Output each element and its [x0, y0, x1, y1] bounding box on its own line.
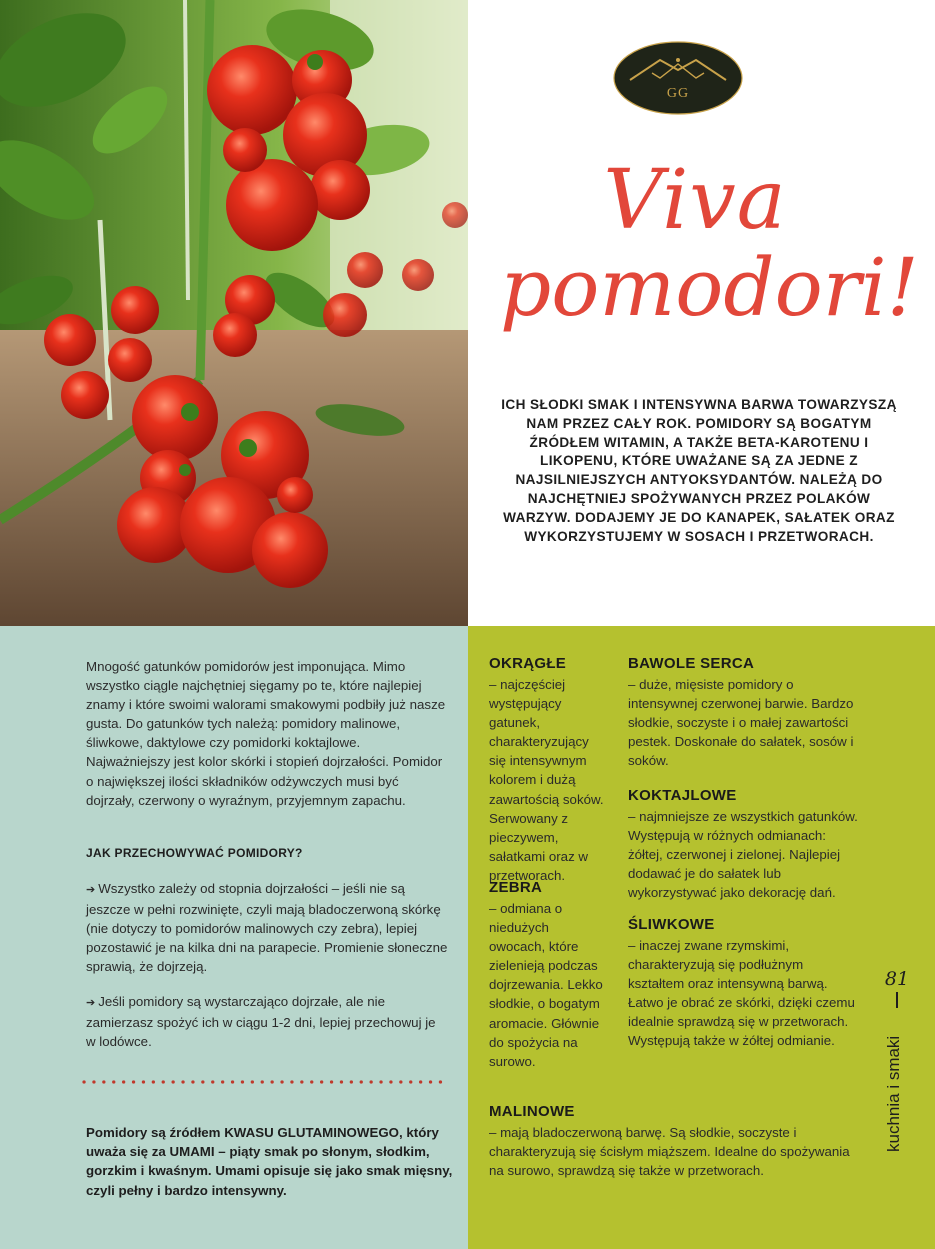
page-number: 81	[884, 968, 910, 990]
variety-bawole-serca	[628, 654, 858, 770]
variety-sliwkowe	[628, 915, 858, 1051]
variety-okragle	[489, 654, 607, 885]
variety-malinowe	[489, 1102, 859, 1180]
umami-text-2: , który uważa się za	[86, 1125, 439, 1160]
variety-text: – najczęściej występujący gatunek, charakteryzujący się intensywnym kolorem i dużą zawartością soków. Serwowany z pieczywem, sałatkami oraz w przetworach.	[489, 677, 604, 883]
page-title	[490, 153, 919, 334]
variety-title: OKRĄGŁE	[489, 655, 567, 672]
umami-note	[86, 1123, 454, 1200]
page-number-divider	[896, 992, 898, 1008]
umami-text-3: – piąty smak po słonym, słodkim, gorzkim i kwaśnym. Umami opisuje się jako smak mięsny, czyli pełny i bardzo intensywny.	[86, 1144, 453, 1198]
storage-tip-1	[86, 879, 448, 976]
variety-title: MALINOWE	[489, 1103, 575, 1120]
variety-text: – mają bladoczerwoną barwę. Są słodkie, soczyste i charakteryzują się ścisłym miąższem. Idealne do spożywania na surowo, sprawdzą się także w przetworach.	[489, 1125, 850, 1179]
intro-text: ICH SŁODKI SMAK I INTENSYWNA BARWA TOWARZYSZĄ NAM PRZEZ CAŁY ROK. POMIDORY SĄ BOGATYM ŹRÓDŁEM WITAMIN, A TAKŻE BETA-KAROTENU I LIKOPENU, KTÓRE UWAŻANE SĄ ZA JEDNE Z NAJSILNIEJSZYCH ANTYOKSYDANTÓW. NALEŻĄ DO NAJCHĘTNIEJ SPOŻYWANYCH PRZEZ POLAKÓW WARZYW. DODAJEMY JE DO KANAPEK, SAŁATEK ORAZ WYKORZYSTUJEMY W SOSACH I PRZETWORACH.	[501, 397, 897, 544]
variety-title: KOKTAJLOWE	[628, 787, 737, 804]
section-label-text: kuchnia i smaki	[884, 1035, 903, 1152]
crown-icon	[612, 40, 744, 116]
variety-koktajlowe	[628, 786, 858, 902]
brand-logo	[612, 40, 744, 116]
umami-text-1: Pomidory są źródłem	[86, 1125, 225, 1140]
main-paragraph: Mnogość gatunków pomidorów jest imponująca. Mimo wszystko ciągle najchętniej sięgamy po te, które najlepiej znamy i które swoimi walorami smakowymi podbiły już nasze gusta. Do gatunków tych należą: pomidory malinowe, śliwkowe, daktylowe czy pomidorki koktajlowe. Najważniejszy jest kolor skórki i stopień dojrzałości. Pomidor o największej ilości składników odżywczych musi być dojrzały, czerwony o wyraźnym, przyjemnym zapachu.	[86, 659, 446, 808]
section-label	[876, 1012, 916, 1152]
arrow-right-icon: ➔	[86, 884, 96, 896]
umami-bold-1: KWASU GLUTAMINOWEGO	[224, 1125, 400, 1140]
variety-text: – inaczej zwane rzymskimi, charakteryzują się podłużnym kształtem oraz intensywną barwą. Łatwo je obrać ze skórki, dzięki czemu idealnie sprawdzą się w przetworach. Występują także w żółtej odmianie.	[628, 938, 855, 1049]
logo-text: GG	[666, 86, 690, 101]
tomato-photo	[0, 0, 468, 626]
dotted-divider	[80, 1078, 446, 1086]
tip-1-text: Wszystko zależy od stopnia dojrzałości – jeśli nie są jeszcze w pełni rozwinięte, czyli mają bladoczerwoną skórkę (nie dotyczy to pomidorów malinowych czy zebra), lepiej pozostawić je na kilka dni na parapecie. Promienie słoneczne sprawią, że dojrzeją.	[86, 881, 448, 975]
variety-title: ZEBRA	[489, 879, 543, 896]
variety-text: – odmiana o niedużych owocach, które zielenieją podczas dojrzewania. Lekko słodkie, o bogatym aromacie. Głównie do spożycia na surowo.	[489, 901, 603, 1069]
title-line-2: pomodori!	[500, 241, 919, 334]
title-line-1: Viva	[603, 153, 787, 248]
storage-tip-2	[86, 992, 448, 1051]
variety-text: – najmniejsze ze wszystkich gatunków. Występują w różnych odmianach: żółtej, czerwonej i zielonej. Najlepiej dodawać je do sałatek lub wykorzystywać jako dekorację dań.	[628, 809, 858, 901]
variety-title: ŚLIWKOWE	[628, 916, 715, 933]
storage-heading: JAK PRZECHOWYWAĆ POMIDORY?	[86, 846, 303, 860]
variety-title: BAWOLE SERCA	[628, 655, 755, 672]
variety-text: – duże, mięsiste pomidory o intensywnej czerwonej barwie. Bardzo słodkie, soczyste i o małej zawartości pestek. Doskonałe do sałatek, sosów i soków.	[628, 677, 854, 769]
arrow-right-icon: ➔	[86, 997, 96, 1009]
tip-2-text: Jeśli pomidory są wystarczająco dojrzałe, ale nie zamierzasz spożyć ich w ciągu 1-2 dni, lepiej przechowuj je w lodówce.	[86, 994, 436, 1050]
variety-zebra	[489, 878, 607, 1071]
umami-bold-2: UMAMI	[169, 1144, 215, 1160]
